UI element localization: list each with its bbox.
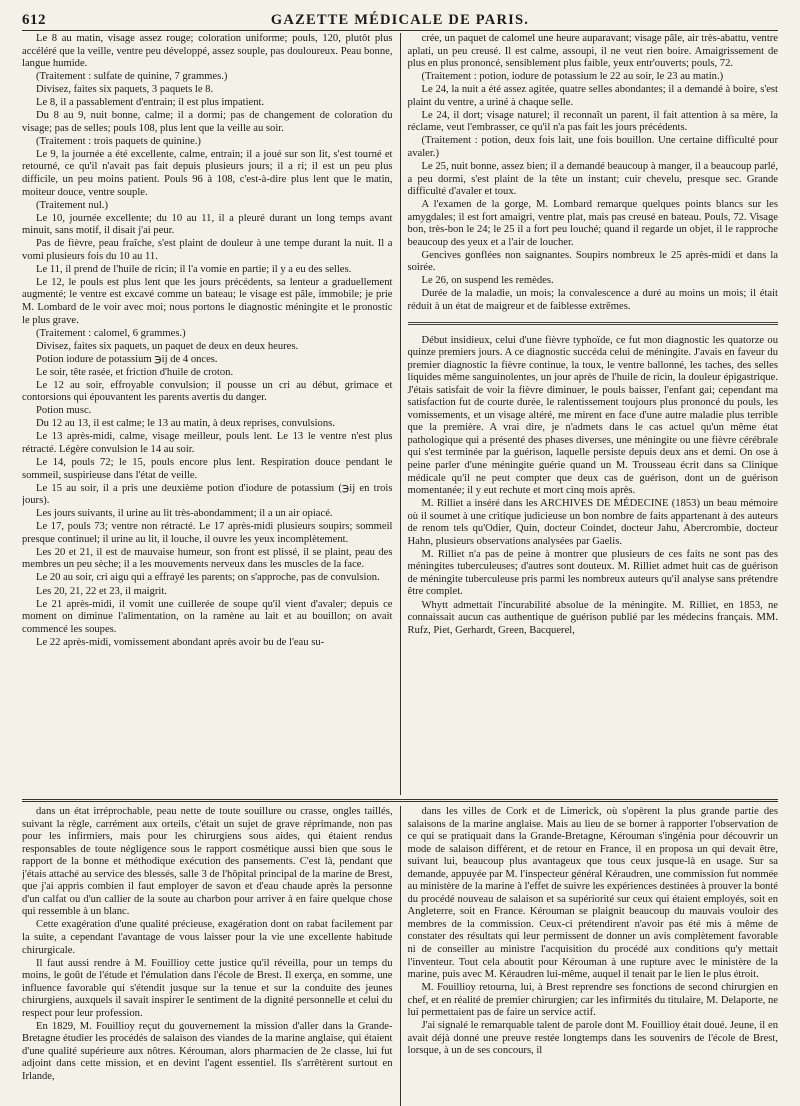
page-number: 612 bbox=[22, 12, 46, 28]
paragraph: A l'examen de la gorge, M. Lombard remarque quelques points blancs sur les amygdales; il est fort amaigri, ventre plat, mais pas creusé en bateau. Pouls, 72. Visage bon, très-bon le 24; le 25 il a fort peu louché; quand il regarde un objet, il le rapproche beaucoup des yeux et a l'air de loucher. bbox=[407, 199, 778, 248]
paragraph: (Traitement : calomel, 6 grammes.) bbox=[36, 327, 186, 339]
paragraph: (Traitement : potion, iodure de potassium le 22 au soir, le 23 au matin.) bbox=[421, 71, 724, 83]
paragraph: Le 10, journée excellente; du 10 au 11, il a pleuré durant un long temps avant minuit, sans motif, il disait j'ai peur. bbox=[22, 212, 393, 237]
bottom-right-column bbox=[400, 806, 779, 1106]
paragraph: Le 9, la journée a été excellente, calme, entrain; il a joué sur son lit, s'est tourné et retourné, ce qu'il n'avait pas fait depuis plusieurs jours; il a ri; il est un peu plus difficile, un peu moins patient. Pouls 96 à 108, c'est-à-dire plus lent que le matin, moiteur douce, ventre souple. bbox=[22, 148, 393, 198]
paragraph: Le 24, la nuit a été assez agitée, quatre selles abondantes; il a demandé à boire, s'est plaint du ventre, a uriné à chaque selle. bbox=[407, 84, 778, 108]
paragraph: Le 14, pouls 72; le 15, pouls encore plus lent. Respiration douce pendant le sommeil, suspirieuse dans l'état de veille. bbox=[22, 457, 393, 481]
section-divider bbox=[408, 322, 779, 325]
top-section bbox=[22, 33, 778, 795]
top-right-column bbox=[400, 33, 779, 795]
paragraph: Whytt admettait l'incurabilité absolue de la méningite. M. Rilliet, en 1853, ne connaissait aucun cas authentique de guérison publié par les médecins français. MM. Rufz, Piet, Gerhardt, Green, Bacquerel, bbox=[407, 599, 778, 636]
paragraph: Potion iodure de potassium ℈ij de 4 onces. bbox=[36, 353, 218, 365]
paragraph: Durée de la maladie, un mois; la convalescence a duré au moins un mois; il était réduit à un état de maigreur et de faiblesse extrêmes. bbox=[407, 288, 778, 312]
paragraph: (Traitement : sulfate de quinine, 7 grammes.) bbox=[36, 71, 228, 83]
paragraph: Le 8 au matin, visage assez rouge; coloration uniforme; pouls, 120, plutôt plus accéléré que la veille, ventre peu développé, assez souple, pas douloureux. Peau bonne, langue humide. bbox=[22, 33, 393, 70]
paragraph: Le 12 au soir, effroyable convulsion; il pousse un cri au début, grimace et contorsions qui épouvantent les parents avertis du danger. bbox=[22, 379, 393, 404]
paragraph: Début insidieux, celui d'une fièvre typhoïde, ce fut mon diagnostic les quatorze ou quinze premiers jours. A ce diagnostic succéda celui de méningite. J'avais en faveur du premier diagnostic la fièvre continue, la toux, le ventre ballonné, les taches, des selles liquides même sanguinolentes, un jour après de l'huile de ricin, la douleur épigastrique. J'étais satisfait de voir la fièvre diminuer, le pouls baisser, l'enfant gai; cependant ma satisfaction fut de courte durée, le ralentissement toujours plus prononcé du pouls, les vomissements, et un visage altéré, me mirent en face d'une autre maladie plus terrible que la première. A vrai dire, je n'admets dans le cas actuel qu'un même état pathologique qui a présenté des phases diverses, une méningite ou une fièvre cérébrale qui s'est terminée par la guérison, laquelle persiste depuis deux ans et demi. On ose à peine parler d'une méningite guérie quand un M. Trousseau écrit dans sa Clinique médicale qu'il ne peut compter que deux cas de guérison, dont un de guérison momentanée; il y eut rechute et mort cinq mois après. bbox=[407, 334, 778, 497]
paragraph: Le 12, le pouls est plus lent que les jours précédents, sa lenteur a graduellement augmenté; le ventre est excavé comme un bateau; le visage est pâle, immobile; je prie M. Lombard de le voir avec moi; nous portons le diagnostic méningite et le pronostic le plus grave. bbox=[22, 276, 393, 326]
paragraph: Divisez, faites six paquets, un paquet de deux en deux heures. bbox=[36, 340, 299, 352]
paragraph: crée, un paquet de calomel une heure auparavant; visage pâle, air très-abattu, ventre aplati, un peu creusé. Il est calme, assoupi, il ne veut rien boire. Amaigrissement de plus en plus prononcé, sensiblement plus faible, yeux entr'ouverts; pouls, 72. bbox=[407, 33, 778, 70]
paragraph: Du 12 au 13, il est calme; le 13 au matin, à deux reprises, convulsions. bbox=[36, 418, 335, 430]
paragraph: M. Rilliet n'a pas de peine à montrer que plusieurs de ces faits ne sont pas des méningites tuberculeuses; d'autres sont douteux. M. Rilliet admet huit cas de guérison de méningite tuberculeuse pris parmi les nombreux auteurs qu'il analyse sans prétendre être complet. bbox=[407, 548, 778, 598]
paragraph: Potion musc. bbox=[36, 405, 92, 417]
paragraph: Le 24, il dort; visage naturel; il reconnaît un parent, il fait attention à sa mère, la réclame, veut l'embrasser, ce qu'il n'a pas fait les jours précédents. bbox=[407, 109, 778, 134]
paragraph: Les 20, 21, 22 et 23, il maigrit. bbox=[36, 585, 167, 597]
journal-title: GAZETTE MÉDICALE DE PARIS. bbox=[270, 12, 530, 28]
paragraph: (Traitement : potion, deux fois lait, une fois bouillon. Une certaine difficulté pour avaler.) bbox=[407, 135, 778, 159]
bottom-left-column bbox=[22, 806, 400, 1106]
paragraph: Divisez, faites six paquets, 3 paquets le 8. bbox=[36, 84, 214, 96]
paragraph: dans un état irréprochable, peau nette de toute souillure ou crasse, ongles taillés, suivant la règle, carrément aux orteils, c'était un sujet de grave réprimande, non pas pour les infirmiers, mais pour les chirurgiens sous aides, qui étaient rendus responsables de toute négligence sous le rapport cosmétique aussi bien que sous le rapport de la bonne et méthodique exécution des pansements. C'est là, pendant que j'étais attaché au service des blessés, salle 3 de l'hôpital principal de la marine de Brest, que j'ai appris combien il faut employer de savon et d'eau chaude après la personne d'un calfat ou d'un callier de la soute au charbon pour arriver à en faire quelque chose qui ressemble à un blanc. bbox=[22, 806, 393, 918]
paragraph: Pas de fièvre, peau fraîche, s'est plaint de douleur à une tempe durant la nuit. Il a vomi plusieurs fois du 10 au 11. bbox=[22, 238, 393, 262]
paragraph: (Traitement nul.) bbox=[36, 199, 108, 211]
paragraph: Le 26, on suspend les remèdes. bbox=[421, 275, 554, 287]
paragraph: (Traitement : trois paquets de quinine.) bbox=[36, 135, 201, 147]
paragraph: Le 20 au soir, cri aigu qui a effrayé les parents; on s'approche, pas de convulsion. bbox=[36, 572, 380, 584]
top-left-column bbox=[22, 33, 400, 795]
paragraph: En 1829, M. Fouillioy reçut du gouvernement la mission d'aller dans la Grande-Bretagne étudier les procédés de salaison des viandes de la marine anglaise, qui étaient d'une qualité supérieure aux nôtres. Kérouman, alors pharmacien de 2e classe, lui fut adjoint dans cette mission, et en devint l'agent essentiel. Ils s'arrêtèrent surtout en Irlande, bbox=[22, 1020, 393, 1082]
bottom-section bbox=[22, 799, 778, 1106]
paragraph: dans les villes de Cork et de Limerick, où s'opèrent la plus grande partie des salaisons de la marine anglaise. Mais au lieu de se borner à rapporter l'observation de ce qui se pratiquait dans la Grande-Bretagne, Kérouman s'ingénia pour découvrir un mode de salaison différent, et de retour en France, il en proposa un qui devait être, suivant lui, beaucoup plus avantageux que tous ceux jusque-là en usage. Sur sa demande, appuyée par M. l'inspecteur général Kéraudren, une commission fut nommée au ministère de la marine à l'effet de suivre les expériences destinées à prouver la bonté du procédé nouveau de salaison et sa supériorité sur ceux qui étaient employés, soit en Angleterre, soit en France. Kérouman se plaignit beaucoup du mauvais vouloir des membres de la commission. Ceux-ci prétendirent n'avoir pas été mis à même de constater des résultats qui leur permissent de donner un avis complètement favorable ni de conseiller au ministre l'acquisition du procédé aux conditions qu'y mettait l'inventeur. Tout cela aboutit pour Kérouman à une rupture avec le ministère de la marine, puis avec M. Kéraudren lui-même, auquel il tenait par le lien le plus étroit. bbox=[407, 806, 778, 981]
paragraph: J'ai signalé le remarquable talent de parole dont M. Fouillioy était doué. Jeune, il en avait déjà donné une preuve restée longtemps dans les souvenirs de l'école de Brest, lorsque, à un de ses concours, il bbox=[407, 1020, 778, 1057]
paragraph: Le 13 après-midi, calme, visage meilleur, pouls lent. Le 13 le ventre n'est plus rétracté. Légère convulsion le 14 au soir. bbox=[22, 431, 393, 455]
paragraph: Le 8, il a passablement d'entrain; il est plus impatient. bbox=[36, 97, 265, 109]
paragraph: Le soir, tête rasée, et friction d'huile de croton. bbox=[36, 366, 234, 378]
paragraph: M. Fouillioy retourna, lui, à Brest reprendre ses fonctions de second chirurgien en chef, et en réalité de premier chirurgien; car les infirmités du titulaire, M. Delaporte, ne lui permettaient pas de faire un service actif. bbox=[407, 982, 778, 1019]
paragraph: Le 15 au soir, il a pris une deuxième potion d'iodure de potassium (℈ij en trois jours). bbox=[22, 482, 393, 507]
paragraph: Cette exagération d'une qualité précieuse, exagération dont on rabat facilement par la suite, a cependant l'avantage de vous laisser pour la vie une excellente habitude chirurgicale. bbox=[22, 919, 393, 956]
paragraph: Les jours suivants, il urine au lit très-abondamment; il a un air opiacé. bbox=[36, 508, 333, 520]
paragraph: Il faut aussi rendre à M. Fouillioy cette justice qu'il réveilla, pour un temps du moins, le goût de l'étude et l'émulation dans l'école de Brest. Il exerça, en somme, une influence favorable qui s'étendit jusque sur la tenue et sur la conduite des jeunes chirurgiens, auxquels il savait inspirer le sentiment de la dignité personnelle et celui du respect pour leur profession. bbox=[22, 957, 393, 1019]
page-header bbox=[22, 8, 778, 31]
paragraph: Le 21 après-midi, il vomit une cuillerée de soupe qu'il vient d'avaler; depuis ce moment on diminue l'alimentation, on la ramène au lait et au bouillon; on avait commencé les soupes. bbox=[22, 598, 393, 635]
paragraph: Gencives gonflées non saignantes. Soupirs nombreux le 25 après-midi et dans la soirée. bbox=[407, 249, 778, 274]
paragraph: Le 22 après-midi, vomissement abondant après avoir bu de l'eau su- bbox=[36, 636, 325, 648]
paragraph: Du 8 au 9, nuit bonne, calme; il a dormi; pas de changement de coloration du visage; pas de selles; pouls 108, plus lent que la veille au soir. bbox=[22, 110, 393, 134]
paragraph: Le 17, pouls 73; ventre non rétracté. Le 17 après-midi plusieurs soupirs; sommeil presque continuel; il urine au lit, il louche, il ouvre les yeux incomplètement. bbox=[22, 521, 393, 545]
paragraph: Le 25, nuit bonne, assez bien; il a demandé beaucoup à manger, il a beaucoup parlé, a peu dormi, s'est plaint de la tête un instant; cuir chevelu, presque sec. Grande difficulté d'avaler et toux. bbox=[407, 160, 778, 198]
paragraph: M. Rilliet a inséré dans les ARCHIVES DE MÉDECINE (1853) un beau mémoire où il soumet à une critique judicieuse un bon nombre de faits appartenant à des auteurs de renom tels qu'Odier, Quin, docteur Coindet, docteur Jahu, Abercrombie, docteur Hahn, plusieurs observations analysées par Gaelis. bbox=[407, 498, 778, 547]
paragraph: Le 11, il prend de l'huile de ricin; il l'a vomie en partie; il y a eu des selles. bbox=[36, 263, 352, 275]
paragraph: Les 20 et 21, il est de mauvaise humeur, son front est plissé, il se plaint, peau des membres un peu sèche; il a les mouvements nerveux dans les muscles de la face. bbox=[22, 546, 393, 571]
